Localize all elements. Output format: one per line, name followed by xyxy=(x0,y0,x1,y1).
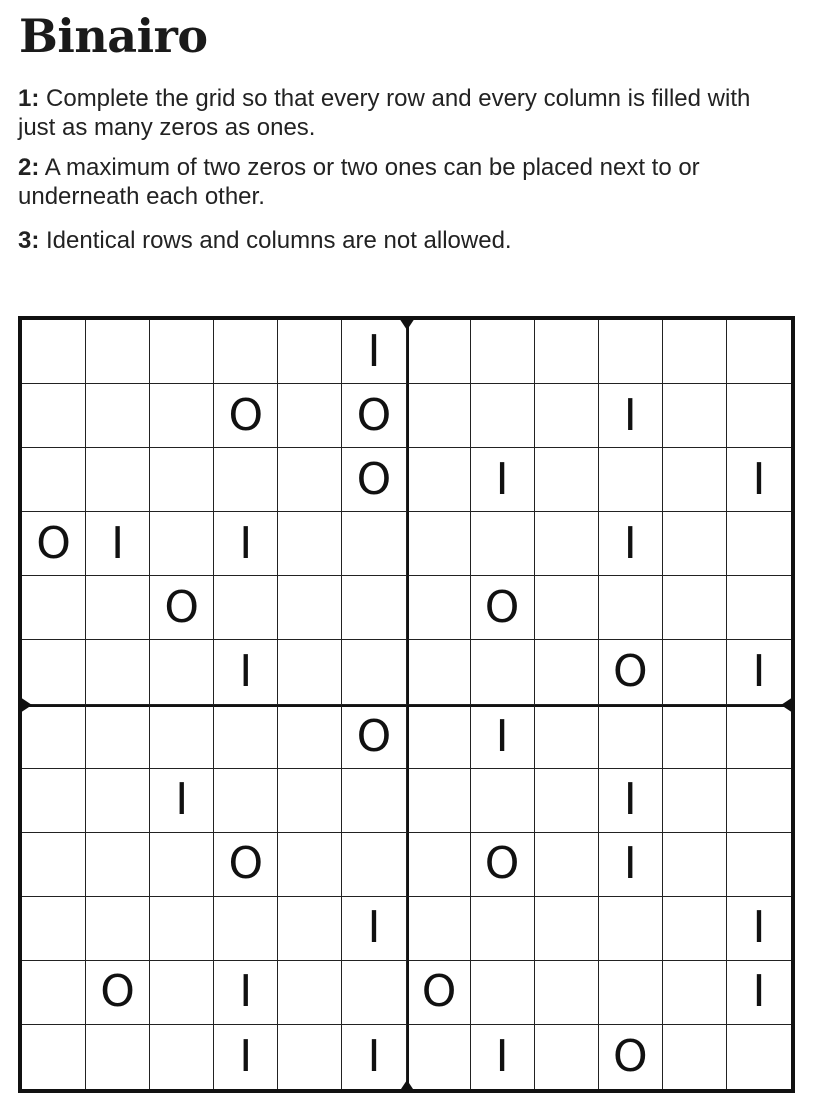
grid-cell-r10-c5[interactable] xyxy=(278,897,342,961)
grid-cell-r9-c8[interactable]: O xyxy=(471,833,535,897)
puzzle-title: Binairo xyxy=(19,9,208,63)
grid-cell-r6-c4[interactable]: I xyxy=(214,640,278,704)
grid-cell-r7-c6[interactable]: O xyxy=(342,705,406,769)
grid-cell-r1-c10[interactable] xyxy=(599,320,663,384)
center-marker-right-icon xyxy=(781,697,793,713)
grid-cell-r8-c8[interactable] xyxy=(471,769,535,833)
grid-cell-r3-c11[interactable] xyxy=(663,448,727,512)
grid-cell-r10-c10[interactable] xyxy=(599,897,663,961)
rule-3 xyxy=(18,226,788,255)
grid-cell-r11-c4[interactable]: I xyxy=(214,961,278,1025)
grid-cell-r12-c10[interactable]: O xyxy=(599,1025,663,1089)
grid-cell-r11-c7[interactable]: O xyxy=(407,961,471,1025)
grid-cell-r5-c1[interactable] xyxy=(22,576,86,640)
grid-cell-r6-c8[interactable] xyxy=(471,640,535,704)
grid-cell-r10-c4[interactable] xyxy=(214,897,278,961)
grid-cell-r5-c7[interactable] xyxy=(407,576,471,640)
grid-cell-r6-c10[interactable]: O xyxy=(599,640,663,704)
grid-cell-r6-c9[interactable] xyxy=(535,640,599,704)
grid-cell-r7-c4[interactable] xyxy=(214,705,278,769)
grid-cell-r8-c5[interactable] xyxy=(278,769,342,833)
rule-3-number: 3: xyxy=(18,227,40,254)
grid-cell-r2-c1[interactable] xyxy=(22,384,86,448)
grid-cell-r4-c11[interactable] xyxy=(663,512,727,576)
grid-cell-r3-c7[interactable] xyxy=(407,448,471,512)
grid-cell-r12-c6[interactable]: I xyxy=(342,1025,406,1089)
grid-cell-r9-c12[interactable] xyxy=(727,833,791,897)
grid-cell-r12-c5[interactable] xyxy=(278,1025,342,1089)
grid-cell-r12-c3[interactable] xyxy=(150,1025,214,1089)
grid-cell-r10-c3[interactable] xyxy=(150,897,214,961)
grid-cell-r2-c8[interactable] xyxy=(471,384,535,448)
grid-cell-r3-c9[interactable] xyxy=(535,448,599,512)
grid-cell-r8-c2[interactable] xyxy=(86,769,150,833)
grid-cell-r7-c11[interactable] xyxy=(663,705,727,769)
grid-cell-r3-c3[interactable] xyxy=(150,448,214,512)
grid-cell-r10-c11[interactable] xyxy=(663,897,727,961)
grid-cell-r1-c1[interactable] xyxy=(22,320,86,384)
grid-cell-r1-c5[interactable] xyxy=(278,320,342,384)
grid-cell-r12-c8[interactable]: I xyxy=(471,1025,535,1089)
grid-cell-r4-c7[interactable] xyxy=(407,512,471,576)
grid-cell-r4-c10[interactable]: I xyxy=(599,512,663,576)
grid-cell-r6-c7[interactable] xyxy=(407,640,471,704)
grid-cell-r9-c9[interactable] xyxy=(535,833,599,897)
grid-cell-r6-c1[interactable] xyxy=(22,640,86,704)
grid-cell-r2-c6[interactable]: O xyxy=(342,384,406,448)
rule-2 xyxy=(18,153,788,211)
grid-cell-r7-c1[interactable] xyxy=(22,705,86,769)
grid-cell-r5-c4[interactable] xyxy=(214,576,278,640)
grid-cell-r2-c3[interactable] xyxy=(150,384,214,448)
grid-cell-r2-c12[interactable] xyxy=(727,384,791,448)
grid-cell-r5-c9[interactable] xyxy=(535,576,599,640)
grid-cell-r6-c12[interactable]: I xyxy=(727,640,791,704)
grid-cell-r1-c7[interactable] xyxy=(407,320,471,384)
grid-cell-r8-c3[interactable]: I xyxy=(150,769,214,833)
grid-cell-r4-c6[interactable] xyxy=(342,512,406,576)
binairo-grid xyxy=(18,316,795,1093)
grid-cell-r6-c3[interactable] xyxy=(150,640,214,704)
grid-cell-r10-c2[interactable] xyxy=(86,897,150,961)
grid-cell-r1-c11[interactable] xyxy=(663,320,727,384)
grid-cell-r11-c3[interactable] xyxy=(150,961,214,1025)
grid-cell-r2-c9[interactable] xyxy=(535,384,599,448)
grid-cell-r8-c1[interactable] xyxy=(22,769,86,833)
grid-cell-r1-c9[interactable] xyxy=(535,320,599,384)
grid-cell-r9-c11[interactable] xyxy=(663,833,727,897)
grid-cell-r4-c5[interactable] xyxy=(278,512,342,576)
grid-cell-r7-c5[interactable] xyxy=(278,705,342,769)
rule-1-number: 1: xyxy=(18,85,40,112)
grid-cell-r7-c10[interactable] xyxy=(599,705,663,769)
grid-cell-r11-c10[interactable] xyxy=(599,961,663,1025)
grid-cell-r4-c1[interactable]: O xyxy=(22,512,86,576)
grid-cell-r1-c2[interactable] xyxy=(86,320,150,384)
grid-cell-r12-c12[interactable] xyxy=(727,1025,791,1089)
grid-cell-r5-c2[interactable] xyxy=(86,576,150,640)
grid-cell-r4-c8[interactable] xyxy=(471,512,535,576)
grid-cell-r9-c3[interactable] xyxy=(150,833,214,897)
grid-cell-r11-c2[interactable]: O xyxy=(86,961,150,1025)
grid-cell-r11-c8[interactable] xyxy=(471,961,535,1025)
grid-cell-r5-c6[interactable] xyxy=(342,576,406,640)
grid-cell-r12-c11[interactable] xyxy=(663,1025,727,1089)
grid-cell-r1-c3[interactable] xyxy=(150,320,214,384)
grid-cell-r8-c10[interactable]: I xyxy=(599,769,663,833)
grid-cell-r11-c11[interactable] xyxy=(663,961,727,1025)
grid-cell-r3-c2[interactable] xyxy=(86,448,150,512)
grid-cell-r8-c12[interactable] xyxy=(727,769,791,833)
grid-cell-r4-c12[interactable] xyxy=(727,512,791,576)
center-marker-top-icon xyxy=(399,318,415,330)
grid-cell-r9-c5[interactable] xyxy=(278,833,342,897)
grid-cell-r1-c12[interactable] xyxy=(727,320,791,384)
center-marker-left-icon xyxy=(20,697,32,713)
grid-cell-r2-c2[interactable] xyxy=(86,384,150,448)
grid-cell-r7-c3[interactable] xyxy=(150,705,214,769)
grid-cell-r10-c12[interactable]: I xyxy=(727,897,791,961)
grid-cell-r2-c4[interactable]: O xyxy=(214,384,278,448)
grid-cell-r2-c7[interactable] xyxy=(407,384,471,448)
rule-2-text: A maximum of two zeros or two ones can be placed next to or underneath each other. xyxy=(18,154,700,210)
grid-cell-r10-c9[interactable] xyxy=(535,897,599,961)
grid-cell-r9-c7[interactable] xyxy=(407,833,471,897)
grid-cell-r10-c8[interactable] xyxy=(471,897,535,961)
grid-cell-r12-c7[interactable] xyxy=(407,1025,471,1089)
grid-cell-r3-c6[interactable]: O xyxy=(342,448,406,512)
grid-cell-r5-c8[interactable]: O xyxy=(471,576,535,640)
grid-cell-r9-c10[interactable]: I xyxy=(599,833,663,897)
grid-cell-r6-c11[interactable] xyxy=(663,640,727,704)
grid-cell-r4-c4[interactable]: I xyxy=(214,512,278,576)
grid-cell-r3-c10[interactable] xyxy=(599,448,663,512)
grid-cell-r12-c4[interactable]: I xyxy=(214,1025,278,1089)
grid-cell-r6-c2[interactable] xyxy=(86,640,150,704)
grid-cell-r8-c6[interactable] xyxy=(342,769,406,833)
grid-cell-r9-c2[interactable] xyxy=(86,833,150,897)
grid-cell-r9-c1[interactable] xyxy=(22,833,86,897)
grid-cell-r8-c9[interactable] xyxy=(535,769,599,833)
rule-3-text: Identical rows and columns are not allowed. xyxy=(39,227,512,254)
grid-cell-r11-c9[interactable] xyxy=(535,961,599,1025)
rule-1 xyxy=(18,84,788,142)
grid-cell-r1-c6[interactable]: I xyxy=(342,320,406,384)
grid-cell-r8-c11[interactable] xyxy=(663,769,727,833)
grid-cell-r4-c3[interactable] xyxy=(150,512,214,576)
grid-cell-r6-c5[interactable] xyxy=(278,640,342,704)
grid-cell-r10-c6[interactable]: I xyxy=(342,897,406,961)
grid-cell-r2-c10[interactable]: I xyxy=(599,384,663,448)
grid-cell-r3-c4[interactable] xyxy=(214,448,278,512)
grid-cell-r11-c6[interactable] xyxy=(342,961,406,1025)
grid-cell-r8-c7[interactable] xyxy=(407,769,471,833)
grid-cell-r7-c9[interactable] xyxy=(535,705,599,769)
grid-cell-r12-c2[interactable] xyxy=(86,1025,150,1089)
grid-cell-r5-c3[interactable]: O xyxy=(150,576,214,640)
grid-cell-r12-c9[interactable] xyxy=(535,1025,599,1089)
grid-cell-r8-c4[interactable] xyxy=(214,769,278,833)
rule-1-text: Complete the grid so that every row and every column is filled with just as many zeros as ones. xyxy=(18,85,751,141)
grid-cell-r12-c1[interactable] xyxy=(22,1025,86,1089)
grid-cell-r10-c7[interactable] xyxy=(407,897,471,961)
grid-cell-r5-c11[interactable] xyxy=(663,576,727,640)
grid-cell-r5-c5[interactable] xyxy=(278,576,342,640)
grid-cell-r10-c1[interactable] xyxy=(22,897,86,961)
grid-cell-r11-c12[interactable]: I xyxy=(727,961,791,1025)
grid-cell-r9-c6[interactable] xyxy=(342,833,406,897)
grid-cell-r7-c12[interactable] xyxy=(727,705,791,769)
center-marker-bottom-icon xyxy=(399,1080,415,1092)
grid-cell-r7-c8[interactable]: I xyxy=(471,705,535,769)
grid-cell-r9-c4[interactable]: O xyxy=(214,833,278,897)
grid-cell-r11-c1[interactable] xyxy=(22,961,86,1025)
grid-cell-r4-c2[interactable]: I xyxy=(86,512,150,576)
grid-cell-r3-c5[interactable] xyxy=(278,448,342,512)
grid-cell-r5-c10[interactable] xyxy=(599,576,663,640)
grid-cell-r1-c4[interactable] xyxy=(214,320,278,384)
grid-cell-r3-c12[interactable]: I xyxy=(727,448,791,512)
grid-cell-r3-c1[interactable] xyxy=(22,448,86,512)
grid-cell-r2-c5[interactable] xyxy=(278,384,342,448)
grid-cell-r2-c11[interactable] xyxy=(663,384,727,448)
grid-cell-r7-c7[interactable] xyxy=(407,705,471,769)
grid-cell-r11-c5[interactable] xyxy=(278,961,342,1025)
grid-cell-r3-c8[interactable]: I xyxy=(471,448,535,512)
grid-cell-r1-c8[interactable] xyxy=(471,320,535,384)
grid-cell-r4-c9[interactable] xyxy=(535,512,599,576)
grid-cell-r5-c12[interactable] xyxy=(727,576,791,640)
grid-cell-r7-c2[interactable] xyxy=(86,705,150,769)
rule-2-number: 2: xyxy=(18,154,40,181)
grid-cell-r6-c6[interactable] xyxy=(342,640,406,704)
